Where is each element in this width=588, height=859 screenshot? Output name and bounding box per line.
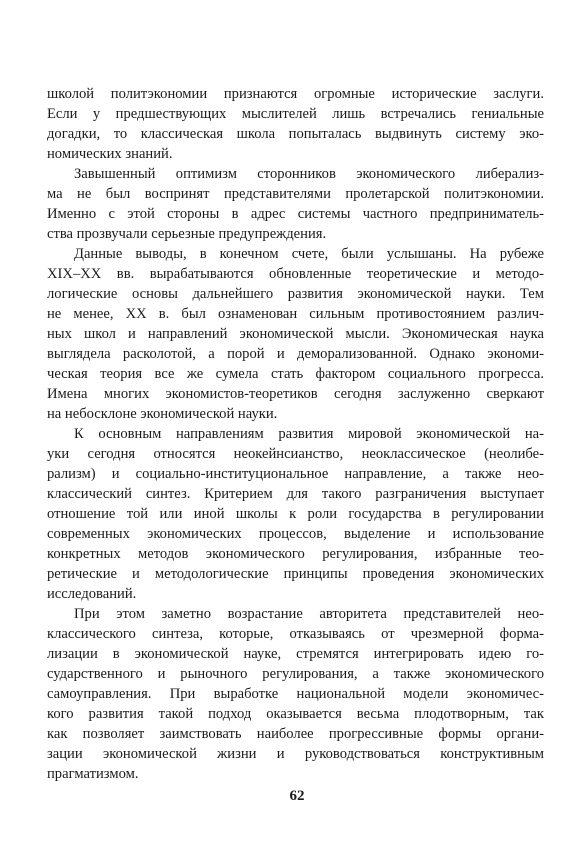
text-line: зации экономической жизни и руководствоваться конструктивным xyxy=(47,746,544,762)
text-line: конкретных методов экономического регулирования, избранные тео- xyxy=(47,546,544,562)
paragraph xyxy=(47,84,544,164)
text-line: отношение той или иной школы к роли государства в регулировании xyxy=(47,506,544,522)
text-line: Данные выводы, в конечном счете, были услышаны. На рубеже xyxy=(74,246,544,262)
text-line: догадки, то классическая школа попыталась выдвинуть систему эко- xyxy=(47,126,544,142)
paragraph xyxy=(47,244,544,424)
text-line: рализм) и социально-институциональное направление, а также нео- xyxy=(47,466,544,482)
text-line: как позволяет заимствовать наиболее прогрессивные формы органи- xyxy=(47,726,544,742)
text-line: номических знаний. xyxy=(47,146,173,162)
text-line: прагматизмом. xyxy=(47,766,139,782)
text-line: ма не был воспринят представителями пролетарской политэкономии. xyxy=(47,186,544,202)
text-line: классический синтез. Критерием для такого разграничения выступает xyxy=(47,486,544,502)
text-line: При этом заметно возрастание авторитета представителей нео- xyxy=(74,606,544,622)
text-line: уки сегодня относятся неокейнсианство, неоклассическое (неолибе- xyxy=(47,446,544,462)
text-line: классического синтеза, которые, отказываясь от чрезмерной форма- xyxy=(47,626,544,642)
text-line: Завышенный оптимизм сторонников экономического либерализ- xyxy=(74,166,544,182)
paragraph xyxy=(47,424,544,604)
text-line: ретические и методологические принципы проведения экономических xyxy=(47,566,544,582)
text-line: Именно с этой стороны в адрес системы частного предприниматель- xyxy=(47,206,544,222)
text-line: выглядела расколотой, а порой и деморализованной. Однако экономи- xyxy=(47,346,544,362)
text-line: ческая теория все же сумела стать фактором социального прогресса. xyxy=(47,366,544,382)
text-line: не менее, XX в. был ознаменован сильным противостоянием различ- xyxy=(47,306,544,322)
page-number: 62 xyxy=(289,788,305,804)
text-line: XIX–XX вв. вырабатываются обновленные теоретические и методо- xyxy=(47,266,544,282)
text-line: лизации в экономической науке, стремятся интегрировать идею го- xyxy=(47,646,544,662)
text-line: Имена многих экономистов-теоретиков сегодня заслуженно сверкают xyxy=(47,386,544,402)
text-line: ных школ и направлений экономической мысли. Экономическая наука xyxy=(47,326,544,342)
text-line: Если у предшествующих мыслителей лишь встречались гениальные xyxy=(47,106,544,122)
text-line: школой политэкономии признаются огромные исторические заслуги. xyxy=(47,86,544,102)
paragraph xyxy=(47,604,544,784)
text-line: ства прозвучали серьезные предупреждения. xyxy=(47,226,327,242)
text-line: К основным направлениям развития мировой экономической на- xyxy=(74,426,544,442)
paragraph xyxy=(47,164,544,244)
text-line: современных экономических процессов, выделение и использование xyxy=(47,526,544,542)
text-line: кого развития такой подход оказывается весьма плодотворным, так xyxy=(47,706,544,722)
body-text xyxy=(47,84,544,784)
text-line: самоуправления. При выработке национальной модели экономичес- xyxy=(47,686,544,702)
text-line: на небосклоне экономической науки. xyxy=(47,406,278,422)
text-line: логические основы дальнейшего развития экономической науки. Тем xyxy=(47,286,544,302)
text-line: сударственного и рыночного регулирования, а также экономического xyxy=(47,666,544,682)
text-line: исследований. xyxy=(47,586,137,602)
